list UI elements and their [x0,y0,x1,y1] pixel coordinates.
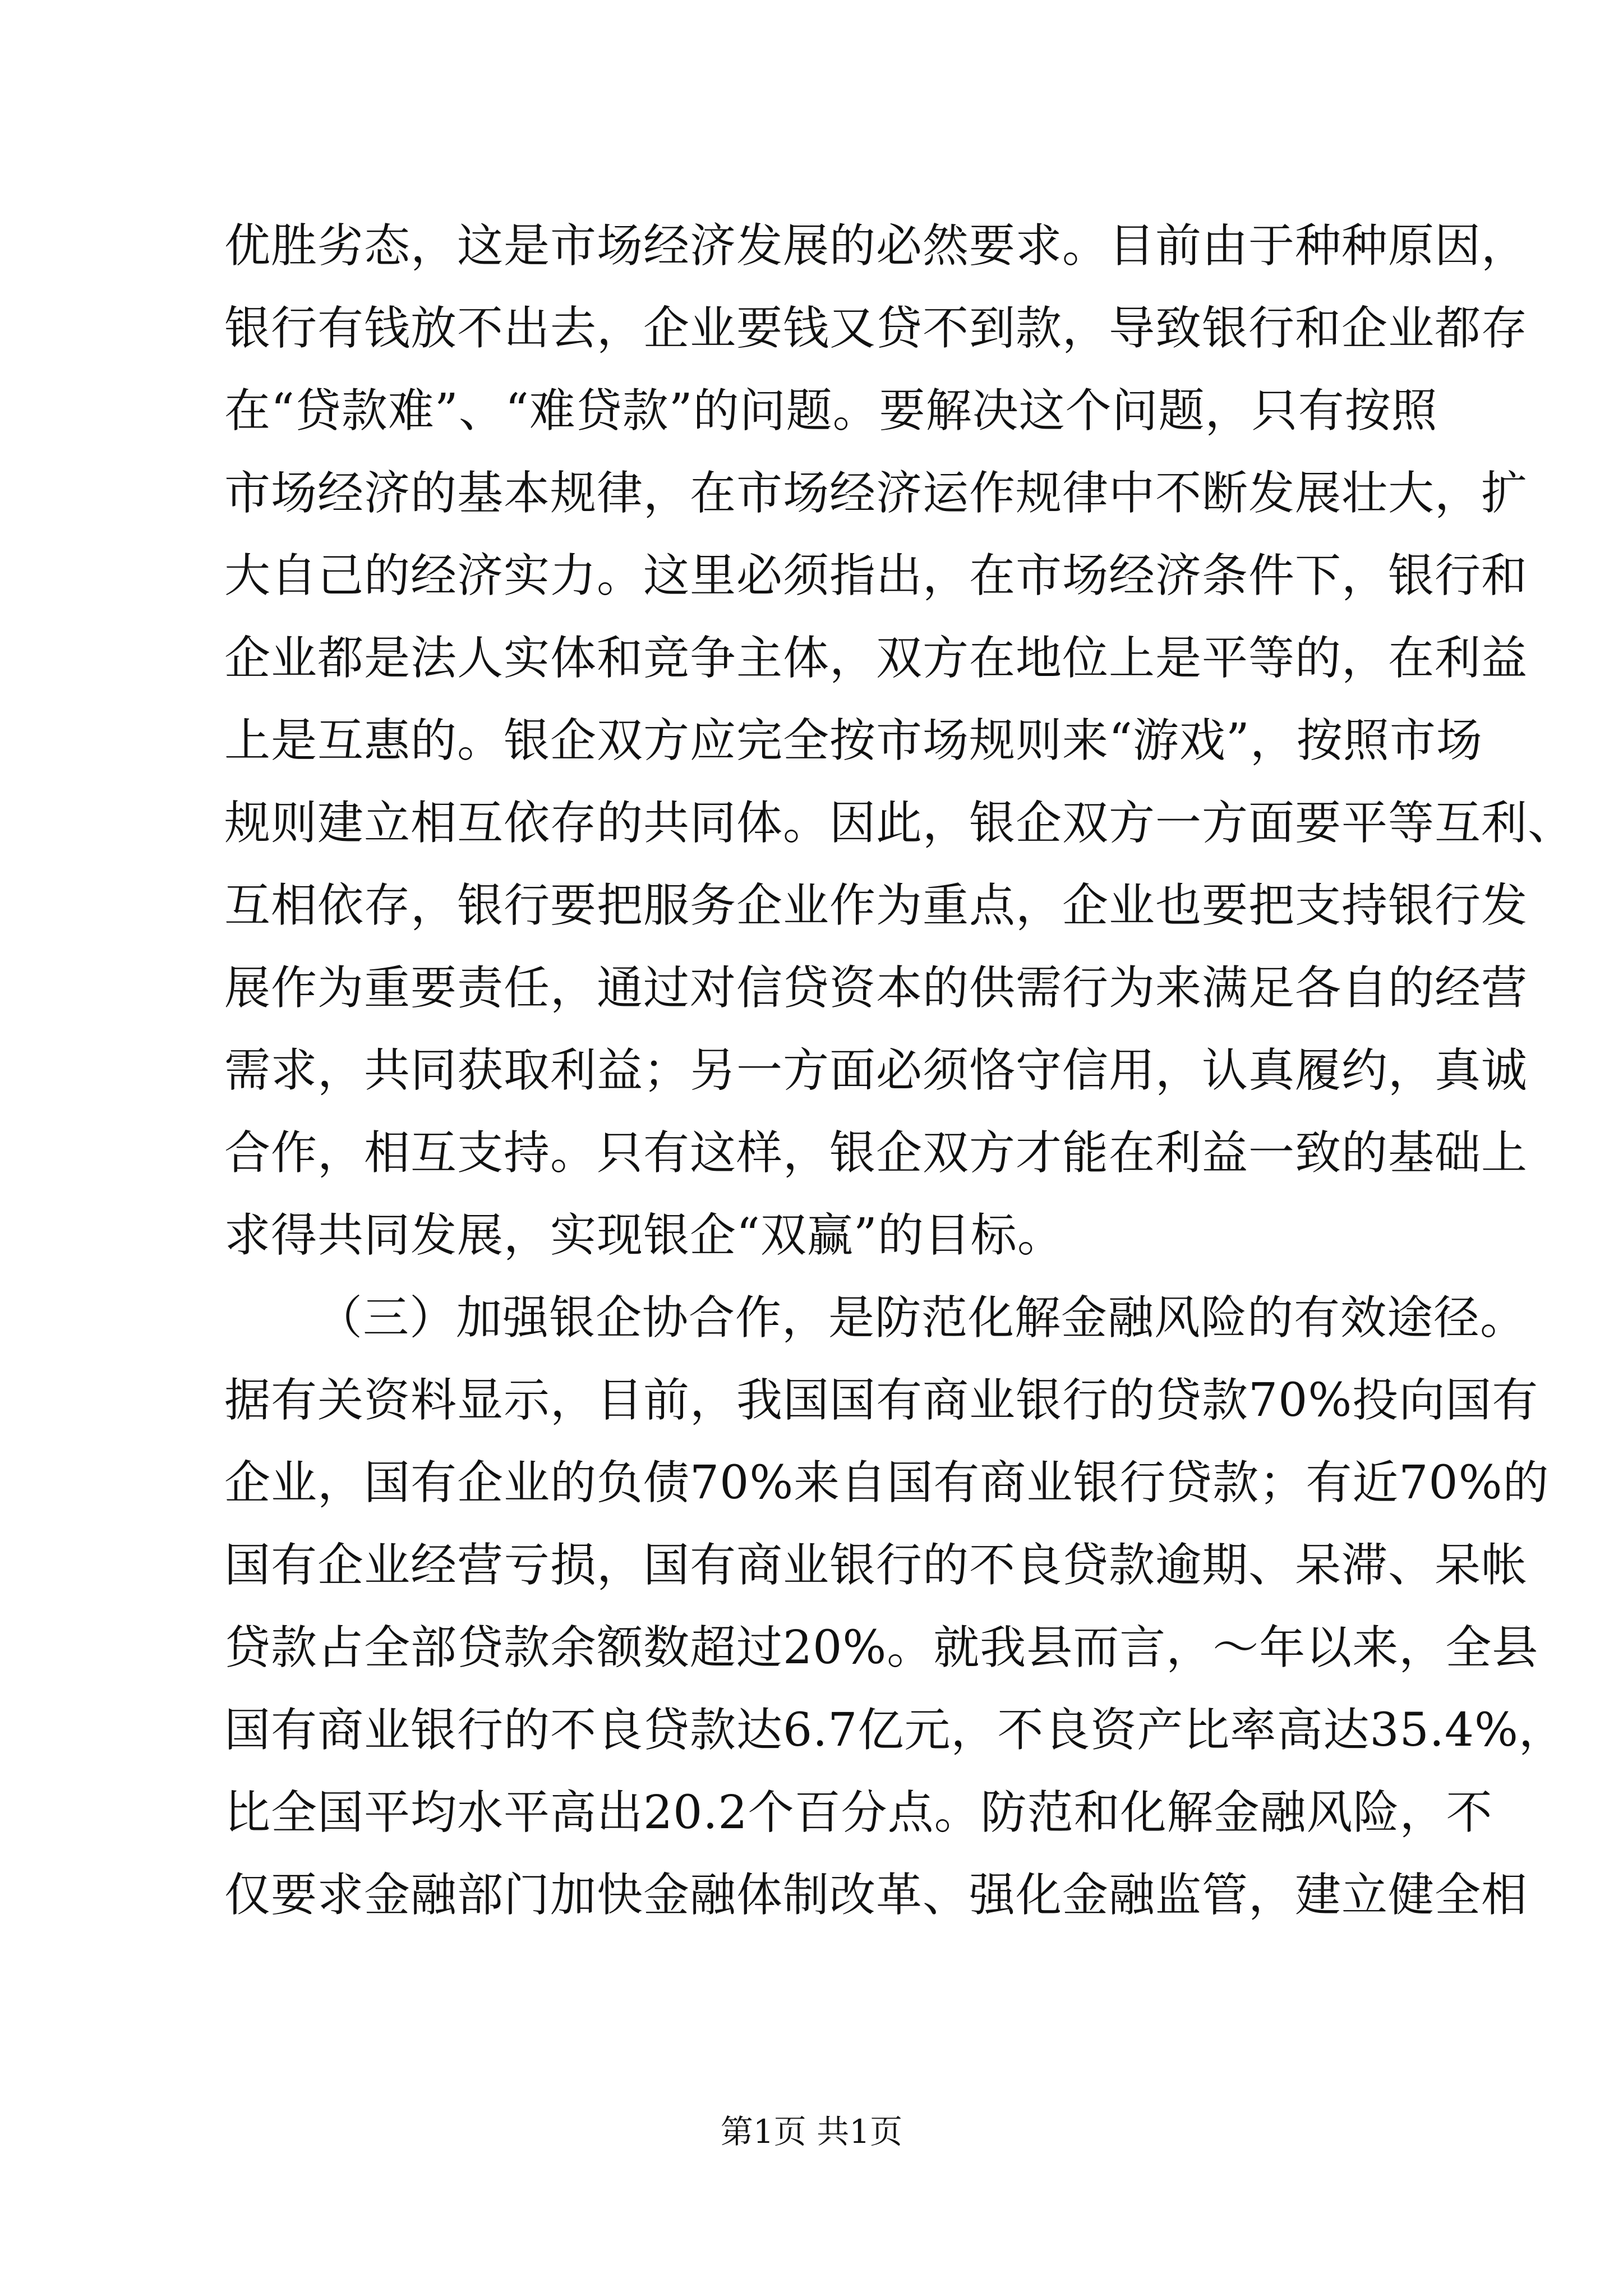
text-line: 贷款占全部贷款余额数超过20%。就我县而言，～年以来，全县 [224,1621,1539,1674]
text-line: 企业，国有企业的负债70%来自国有商业银行贷款；有近70%的 [224,1456,1550,1510]
text-line: 企业都是法人实体和竞争主体，双方在地位上是平等的，在利益 [224,632,1528,685]
text-line: 大自己的经济实力。这里必须指出，在市场经济条件下，银行和 [224,549,1528,602]
text-line: 国有企业经营亏损，国有商业银行的不良贷款逾期、呆滞、呆帐 [224,1539,1528,1592]
body-text [224,205,1575,1936]
text-line: 银行有钱放不出去，企业要钱又贷不到款，导致银行和企业都存 [224,302,1528,355]
text-line: 优胜劣态，这是市场经济发展的必然要求。目前由于种种原因， [224,219,1528,273]
text-line: 求得共同发展，实现银企“双赢”的目标。 [224,1209,1064,1262]
page-number-label: 第1页 共1页 [720,2113,903,2151]
text-line: 仅要求金融部门加快金融体制改革、强化金融监管，建立健全相 [224,1869,1528,1922]
text-line: 比全国平均水平高出20.2个百分点。防范和化解金融风险，不 [224,1786,1493,1839]
text-line: 展作为重要责任，通过对信贷资本的供需行为来满足各自的经营 [224,961,1528,1015]
text-line: 互相依存，银行要把服务企业作为重点，企业也要把支持银行发 [224,879,1528,932]
text-line: 在“贷款难”、“难贷款”的问题。要解决这个问题，只有按照 [224,384,1438,438]
text-line: 国有商业银行的不良贷款达6.7亿元，不良资产比率高达35.4%， [224,1704,1565,1757]
text-line: 上是互惠的。银企双方应完全按市场规则来“游戏”，按照市场 [224,714,1483,767]
text-line: 需求，共同获取利益；另一方面必须恪守信用，认真履约，真诚 [224,1044,1528,1097]
section-heading-line: （三）加强银企协合作，是防范化解金融风险的有效途径。 [316,1291,1527,1345]
text-line: 市场经济的基本规律，在市场经济运作规律中不断发展壮大，扩 [224,467,1528,520]
page-footer [0,2112,1623,2151]
text-line: 据有关资料显示，目前，我国国有商业银行的贷款70%投向国有 [224,1374,1539,1427]
text-line: 规则建立相互依存的共同体。因此，银企双方一方面要平等互利、 [224,797,1575,850]
text-line: 合作，相互支持。只有这样，银企双方才能在利益一致的基础上 [224,1126,1528,1180]
